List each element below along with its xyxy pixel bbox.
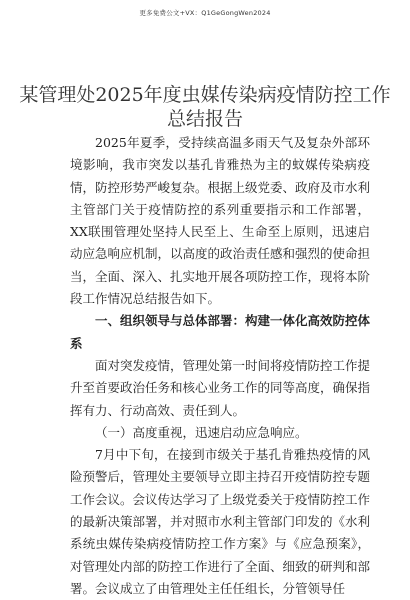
subsection-paragraph: 7月中下旬，在接到市级关于基孔肯雅热疫情的风险预警后，管理处主要领导立即主持召开疫情防控专题工作会议。会议传达学习了上级党委关于疫情防控工作的最新决策部署，并对照市水利主管部门印发的《水利系统虫媒传染病疫情防控工作方案》与《应急预案》，对管理处内部的防控工作进行了全面、细致的研判和部署。会议成立了由管理处主任任组长，分管领导任 [70,447,371,596]
subsection-heading: （一）高度重视，迅速启动应急响应。 [95,424,308,440]
document-title-line2: 总结报告 [166,108,243,130]
intro-paragraph: 2025年夏季，受持续高温多雨天气及复杂外部环境影响，我市突发以基孔肯雅热为主的蚊媒传染病疫情，防控形势严峻复杂。根据上级党委、政府及市水利主管部门关于疫情防控的系列重要指示和工作部署，XX联围管理处坚持人民至上、生命至上原则，迅速启动应急响应机制，以高度的政治责任感和强烈的使命担当，全面、深入、扎实地开展各项防控工作，现将本阶段工作情况总结报告如下。 [70,135,371,307]
promo-header: 更多免费公文+VX：Q1GeGongWen2024 [139,9,271,17]
document-title: 某管理处2025年度虫媒传染病疫情防控工作 [19,84,391,106]
section-paragraph: 面对突发疫情，管理处第一时间将疫情防控工作提升至首要政治任务和核心业务工作的同等高度，确保指挥有力、行动高效、责任到人。 [70,357,371,418]
section-heading: 一、组织领导与总体部署：构建一体化高效防控体系 [70,313,371,351]
document-body [70,132,370,600]
